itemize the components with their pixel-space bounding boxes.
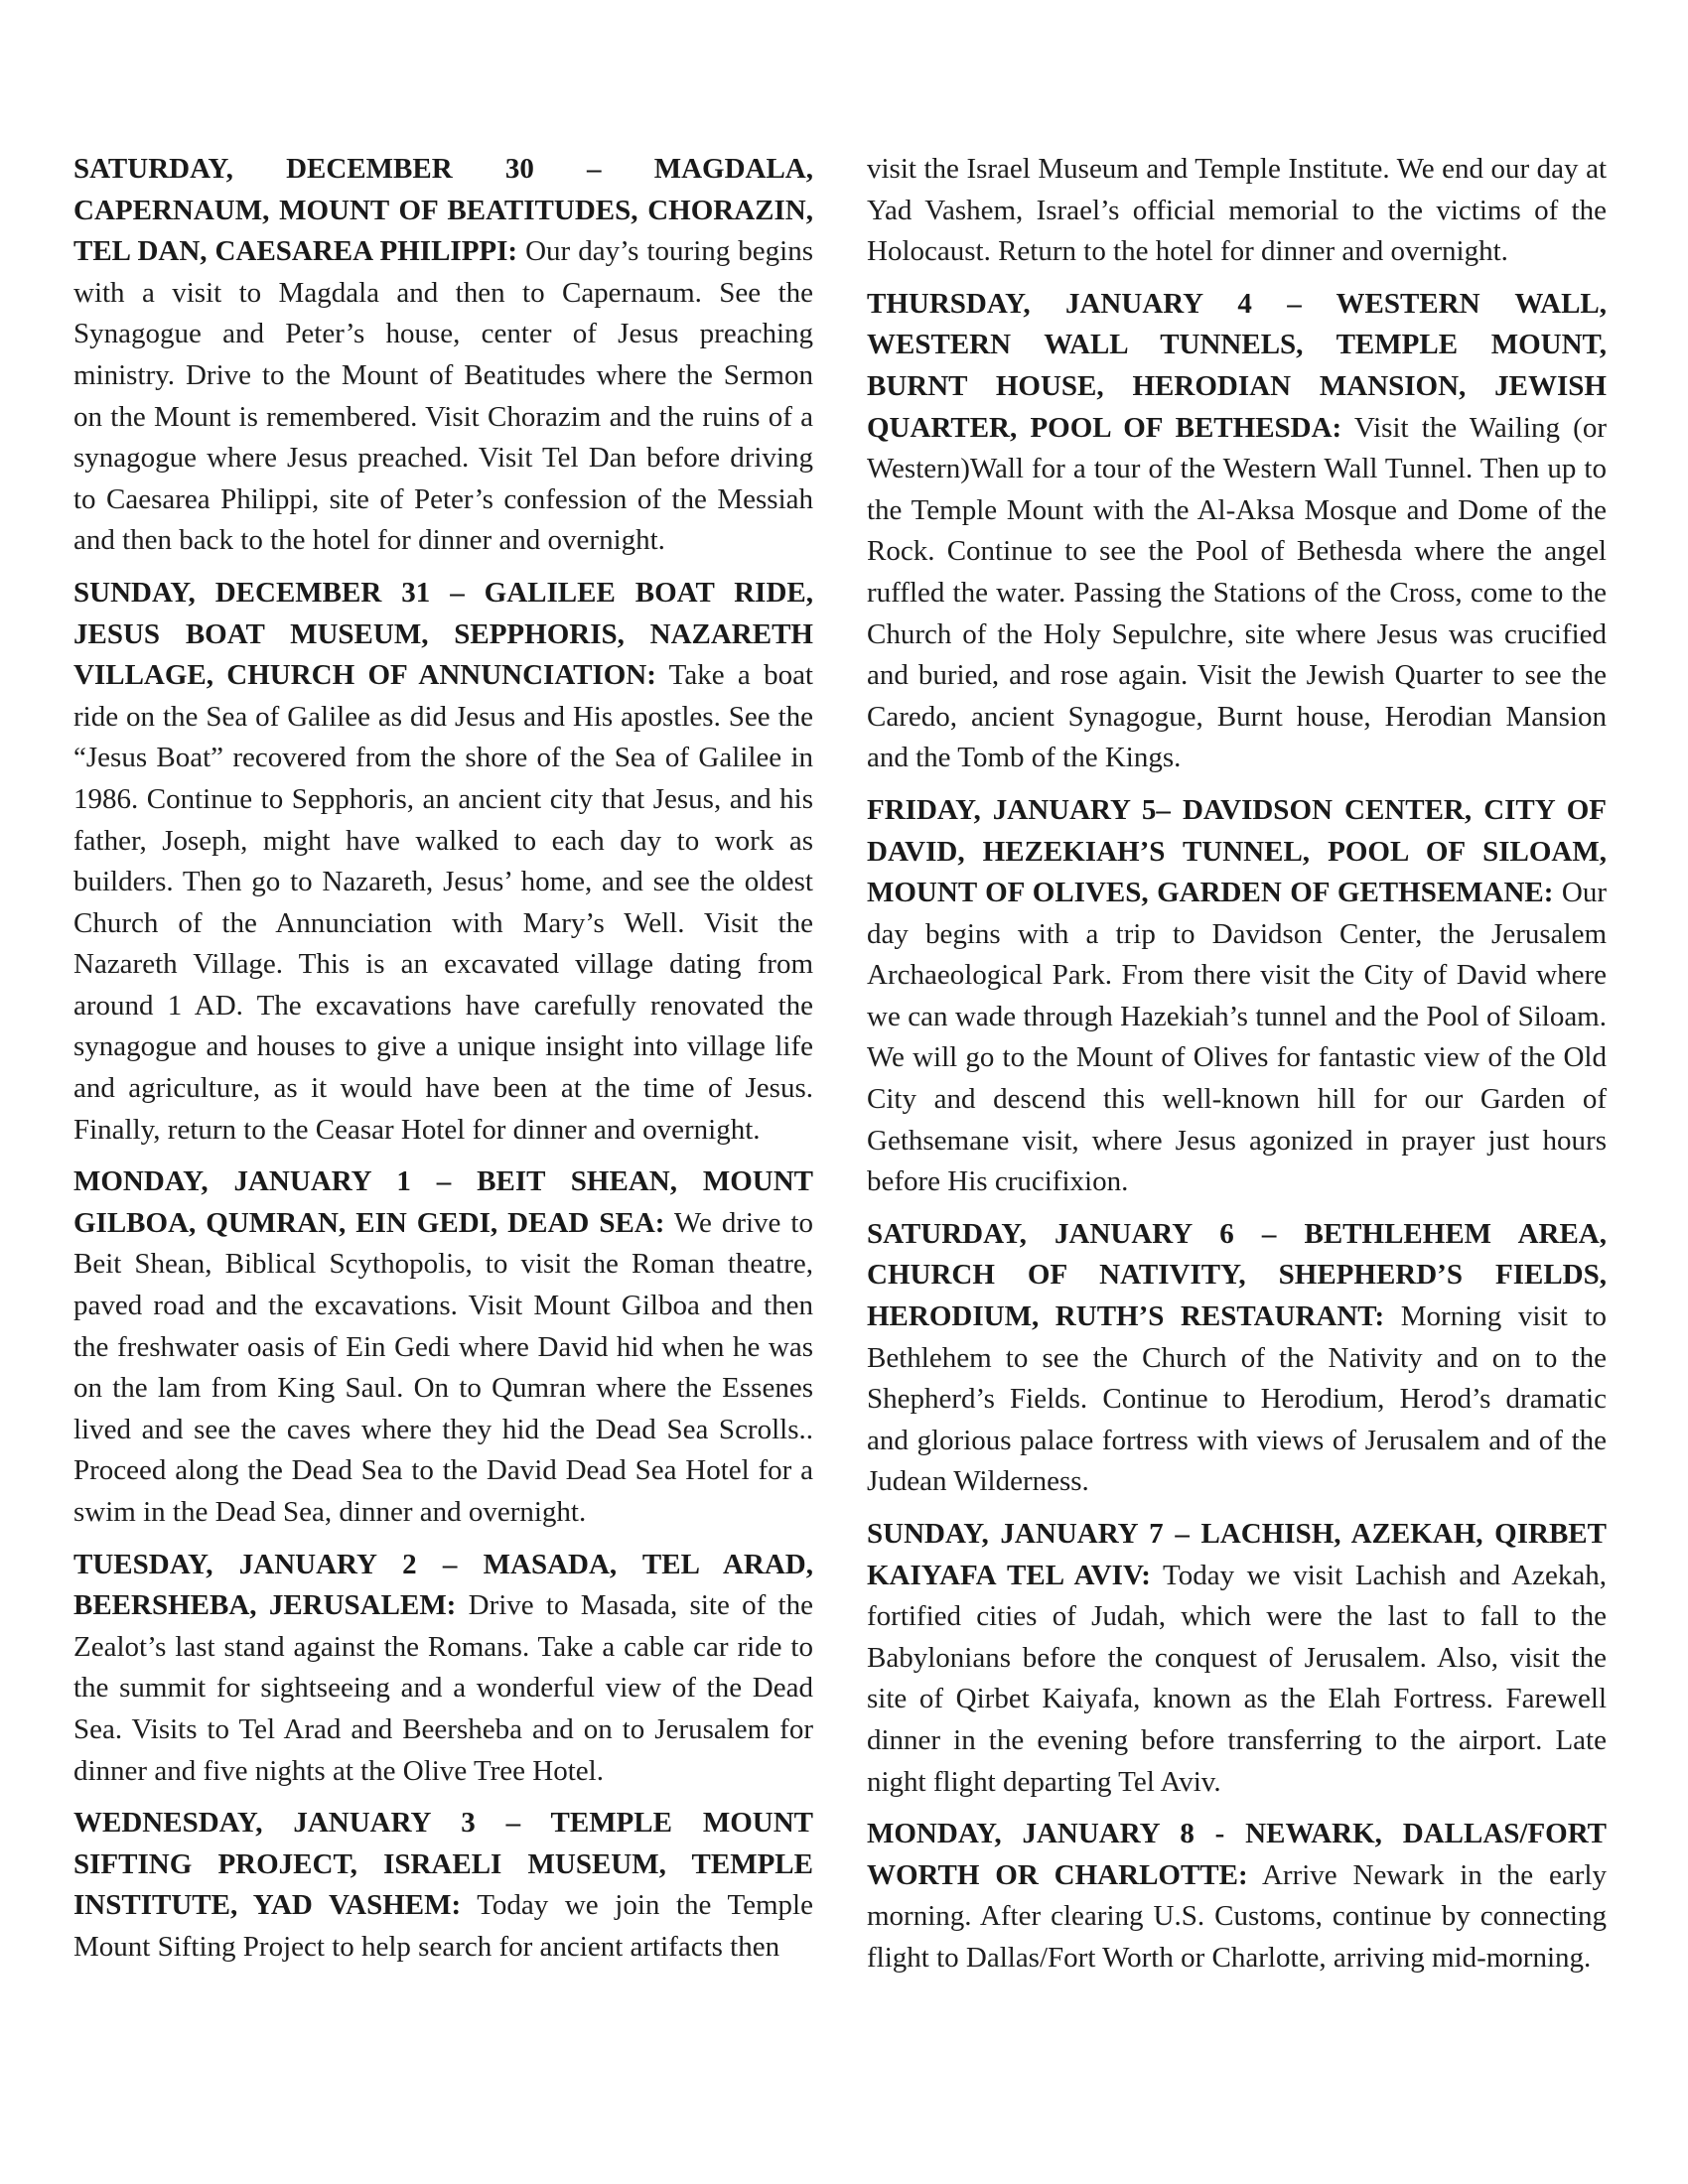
day-heading: SATURDAY, DECEMBER 30 – MAGDALA, CAPERNAUM, MOUNT OF BEATITUDES, CHORAZIN, TEL DAN, CAESAREA PHILIPPI: [73, 153, 813, 268]
day-description: Morning visit to Bethlehem to see the Church of the Nativity and on to the Shepherd’s Fields. Continue to Herodium, Herod’s dramatic and glorious palace fortress with views of Jerusalem and of the Judean Wilderness. [867, 1300, 1607, 1498]
day-heading: WEDNESDAY, JANUARY 3 – TEMPLE MOUNT SIFTING PROJECT, ISRAELI MUSEUM, TEMPLE INSTITUTE, YAD VASHEM: [73, 1807, 813, 1922]
day-description: Our day’s touring begins with a visit to Magdala and then to Capernaum. See the Synagogue and Peter’s house, center of Jesus preaching ministry. Drive to the Mount of Beatitudes where the Sermon on the Mount is remembered. Visit Chorazim and the ruins of a synagogue where Jesus preached. Visit Tel Dan before driving to Caesarea Philippi, site of Peter’s confession of the Messiah and then back to the hotel for dinner and overnight. [73, 235, 813, 557]
day-description: visit the Israel Museum and Temple Institute. We end our day at Yad Vashem, Israel’s official memorial to the victims of the Holocaust. Return to the hotel for dinner and overnight. [867, 153, 1607, 268]
itinerary-day-jan-1 [73, 1161, 813, 1533]
day-description: Take a boat ride on the Sea of Galilee as did Jesus and His apostles. See the “Jesus Boat” recovered from the shore of the Sea of Galilee in 1986. Continue to Sepphoris, an ancient city that Jesus, and his father, Joseph, might have walked to each day to work as builders. Then go to Nazareth, Jesus’ home, and see the oldest Church of the Annunciation with Mary’s Well. Visit the Nazareth Village. This is an excavated village dating from around 1 AD. The excavations have carefully renovated the synagogue and houses to give a unique insight into village life and agriculture, as it would have been at the time of Jesus. Finally, return to the Ceasar Hotel for dinner and overnight. [73, 659, 813, 1146]
day-heading: MONDAY, JANUARY 1 – BEIT SHEAN, MOUNT GILBOA, QUMRAN, EIN GEDI, DEAD SEA: [73, 1165, 813, 1239]
itinerary-day-jan-4 [867, 284, 1607, 779]
day-heading: MONDAY, JANUARY 8 - NEWARK, DALLAS/FORT WORTH OR CHARLOTTE: [867, 1818, 1607, 1891]
day-heading: TUESDAY, JANUARY 2 – MASADA, TEL ARAD, BEERSHEBA, JERUSALEM: [73, 1548, 813, 1622]
day-heading: SATURDAY, JANUARY 6 – BETHLEHEM AREA, CHURCH OF NATIVITY, SHEPHERD’S FIELDS, HERODIUM, RUTH’S RESTAURANT: [867, 1217, 1607, 1333]
itinerary-day-jan-2 [73, 1545, 813, 1793]
day-heading: FRIDAY, JANUARY 5– DAVIDSON CENTER, CITY OF DAVID, HEZEKIAH’S TUNNEL, POOL OF SILOAM, MOUNT OF OLIVES, GARDEN OF GETHSEMANE: [867, 793, 1607, 909]
day-description: Arrive Newark in the early morning. After clearing U.S. Customs, continue by connecting flight to Dallas/Fort Worth or Charlotte, arriving mid-morning. [867, 1858, 1607, 1974]
day-description: Our day begins with a trip to Davidson Center, the Jerusalem Archaeological Park. From there visit the City of David where we can wade through Hazekiah’s tunnel and the Pool of Siloam. We will go to the Mount of Olives for fantastic view of the Old City and descend this well-known hill for our Garden of Gethsemane visit, where Jesus agonized in prayer just hours before His crucifixion. [867, 877, 1607, 1198]
day-heading: THURSDAY, JANUARY 4 – WESTERN WALL, WESTERN WALL TUNNELS, TEMPLE MOUNT, BURNT HOUSE, HERODIAN MANSION, JEWISH QUARTER, POOL OF BETHESDA: [867, 287, 1607, 444]
itinerary-day-jan-5 [867, 790, 1607, 1203]
day-description: Drive to Masada, site of the Zealot’s last stand against the Romans. Take a cable car ride to the summit for sightseeing and a wonderful view of the Dead Sea. Visits to Tel Arad and Beersheba and on to Jerusalem for dinner and five nights at the Olive Tree Hotel. [73, 1589, 813, 1787]
day-heading: SUNDAY, DECEMBER 31 – GALILEE BOAT RIDE, JESUS BOAT MUSEUM, SEPPHORIS, NAZARETH VILLAGE, CHURCH OF ANNUNCIATION: [73, 576, 813, 692]
itinerary-day-dec-30 [73, 149, 813, 562]
itinerary-day-jan-6 [867, 1214, 1607, 1503]
itinerary-day-dec-31 [73, 573, 813, 1151]
itinerary-day-jan-7 [867, 1514, 1607, 1803]
itinerary-day-jan-8 [867, 1814, 1607, 1979]
itinerary-day-jan-3 [73, 1803, 813, 1968]
day-description: We drive to Beit Shean, Biblical Scythopolis, to visit the Roman theatre, paved road and the excavations. Visit Mount Gilboa and then the freshwater oasis of Ein Gedi where David hid when he was on the lam from King Saul. On to Qumran where the Essenes lived and see the caves where they hid the Dead Sea Scrolls.. Proceed along the Dead Sea to the David Dead Sea Hotel for a swim in the Dead Sea, dinner and overnight. [73, 1206, 813, 1528]
day-description: Visit the Wailing (or Western)Wall for a tour of the Western Wall Tunnel. Then up to the Temple Mount with the Al-Aksa Mosque and Dome of the Rock. Continue to see the Pool of Bethesda where the angel ruffled the water. Passing the Stations of the Cross, come to the Church of the Holy Sepulchre, site where Jesus was crucified and buried, and rose again. Visit the Jewish Quarter to see the Caredo, ancient Synagogue, Burnt house, Herodian Mansion and the Tomb of the Kings. [867, 411, 1607, 774]
day-description: Today we join the Temple Mount Sifting Project to help search for ancient artifacts then [73, 1889, 813, 1963]
itinerary-day-jan-3-continued [867, 149, 1607, 273]
day-heading: SUNDAY, JANUARY 7 – LACHISH, AZEKAH, QIRBET KAIYAFA TEL AVIV: [867, 1518, 1607, 1591]
right-column [867, 149, 1607, 1990]
day-description: Today we visit Lachish and Azekah, fortified cities of Judah, which were the last to fall to the Babylonians before the conquest of Jerusalem. Also, visit the site of Qirbet Kaiyafa, known as the Elah Fortress. Farewell dinner in the evening before transferring to the airport. Late night flight departing Tel Aviv. [867, 1559, 1607, 1798]
left-column [73, 149, 813, 1979]
